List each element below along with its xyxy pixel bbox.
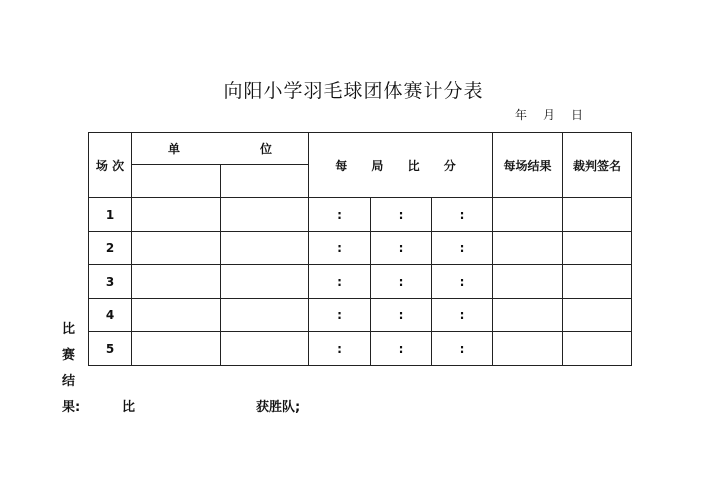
game-score-3[interactable]: :	[432, 332, 493, 366]
referee-signature-cell[interactable]	[563, 299, 632, 332]
header-unit-left: 单	[167, 142, 180, 156]
game-score-3[interactable]: :	[432, 232, 493, 265]
table-row	[89, 265, 632, 299]
unit-a-cell[interactable]	[132, 299, 221, 332]
unit-cell-a[interactable]	[132, 165, 221, 198]
table-row	[89, 332, 632, 366]
game-score-3[interactable]: :	[432, 299, 493, 332]
header-match-result: 每场结果	[493, 133, 563, 198]
unit-a-cell[interactable]	[132, 232, 221, 265]
unit-a-cell[interactable]	[132, 198, 221, 232]
unit-a-cell[interactable]	[132, 265, 221, 299]
unit-b-cell[interactable]	[221, 232, 309, 265]
game-score-2[interactable]: :	[371, 265, 432, 299]
header-unit	[132, 133, 309, 165]
match-result-cell[interactable]	[493, 332, 563, 366]
referee-signature-cell[interactable]	[563, 198, 632, 232]
game-score-2[interactable]: :	[371, 232, 432, 265]
game-score-1[interactable]: :	[309, 299, 371, 332]
unit-b-cell[interactable]	[221, 265, 309, 299]
referee-signature-cell[interactable]	[563, 232, 632, 265]
referee-signature-cell[interactable]	[563, 332, 632, 366]
round-number: 1	[89, 198, 132, 232]
match-result-cell[interactable]	[493, 265, 563, 299]
result-bi-label: 比	[122, 400, 136, 415]
header-referee: 裁判签名	[563, 133, 632, 198]
date-year: 年	[515, 108, 528, 122]
game-score-2[interactable]: :	[371, 299, 432, 332]
game-score-3[interactable]: :	[432, 265, 493, 299]
game-score-3[interactable]: :	[432, 198, 493, 232]
round-number: 5	[89, 332, 132, 366]
date-line	[515, 106, 583, 123]
table-row	[89, 299, 632, 332]
referee-signature-cell[interactable]	[563, 265, 632, 299]
date-day: 日	[571, 108, 584, 122]
round-number: 2	[89, 232, 132, 265]
match-result-cell[interactable]	[493, 299, 563, 332]
game-score-2[interactable]: :	[371, 332, 432, 366]
score-table	[88, 132, 632, 366]
header-score: 每 局 比 分	[309, 133, 493, 198]
unit-cell-b[interactable]	[221, 165, 309, 198]
page-title: 向阳小学羽毛球团体赛计分表	[223, 80, 484, 102]
result-vertical-char-3: 结	[62, 374, 76, 389]
header-round: 场 次	[89, 133, 132, 198]
result-vertical-char-2: 赛	[62, 348, 76, 363]
result-label-last: 果:	[62, 400, 81, 415]
date-month: 月	[543, 108, 556, 122]
match-result-cell[interactable]	[493, 198, 563, 232]
game-score-1[interactable]: :	[309, 265, 371, 299]
header-unit-right: 位	[260, 142, 273, 156]
unit-b-cell[interactable]	[221, 299, 309, 332]
result-vertical-char-1: 比	[62, 322, 76, 337]
game-score-1[interactable]: :	[309, 332, 371, 366]
table-row	[89, 198, 632, 232]
round-number: 3	[89, 265, 132, 299]
winner-label: 获胜队;	[256, 400, 301, 415]
unit-b-cell[interactable]	[221, 198, 309, 232]
game-score-1[interactable]: :	[309, 198, 371, 232]
table-row	[89, 232, 632, 265]
round-number: 4	[89, 299, 132, 332]
unit-b-cell[interactable]	[221, 332, 309, 366]
game-score-1[interactable]: :	[309, 232, 371, 265]
game-score-2[interactable]: :	[371, 198, 432, 232]
match-result-cell[interactable]	[493, 232, 563, 265]
unit-a-cell[interactable]	[132, 332, 221, 366]
